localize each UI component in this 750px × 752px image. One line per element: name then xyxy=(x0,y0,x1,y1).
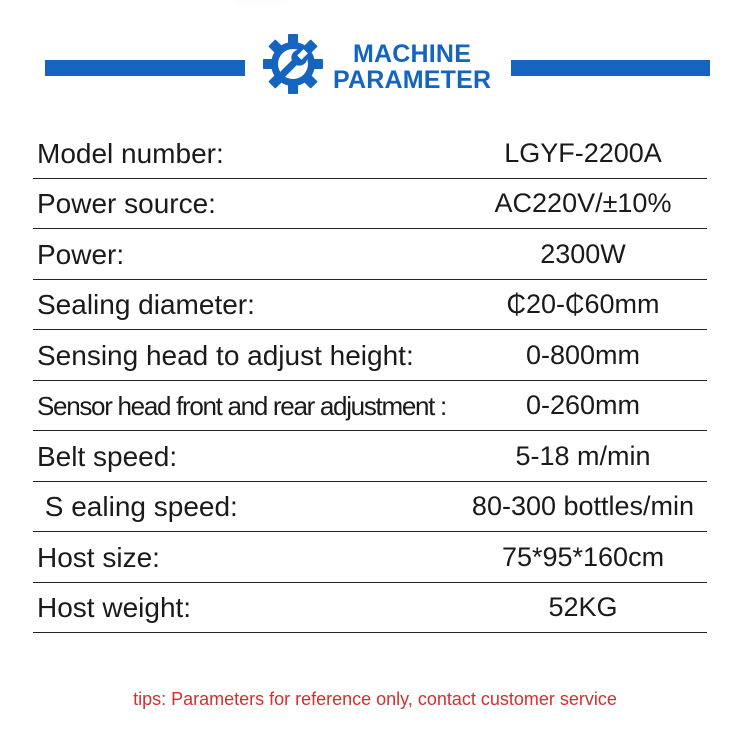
title-line-1: MACHINE xyxy=(353,40,472,68)
param-row-sensor-front-rear xyxy=(33,381,707,432)
param-label: Host size: xyxy=(37,541,160,573)
parameter-table xyxy=(33,128,707,633)
param-label: Model number: xyxy=(37,137,224,169)
param-label: Sensing head to adjust height: xyxy=(37,339,414,371)
param-row-host-size xyxy=(33,532,707,583)
param-value: 75*95*160cm xyxy=(501,541,665,572)
param-row-sensing-head-height xyxy=(33,330,707,381)
param-label: Sealing diameter: xyxy=(37,289,255,320)
param-value: AC220V/±10% xyxy=(494,188,672,218)
param-value: 80-300 bottles/min xyxy=(471,491,695,521)
param-label: Sensor head front and rear adjustment : xyxy=(37,391,446,421)
param-label: Power source: xyxy=(37,188,216,219)
param-row-sealing-diameter xyxy=(33,280,707,331)
param-row-belt-speed xyxy=(33,431,707,482)
param-label: Belt speed: xyxy=(37,440,178,472)
param-value: 0-260mm xyxy=(525,390,641,420)
param-value: 2300W xyxy=(540,238,626,269)
param-row-model xyxy=(33,128,707,179)
param-label: Power: xyxy=(37,238,125,270)
param-value: LGYF-2200A xyxy=(504,137,662,168)
decorative-arc xyxy=(205,0,315,10)
param-row-sealing-speed xyxy=(33,482,707,533)
param-row-host-weight xyxy=(33,583,707,634)
param-row-power-source xyxy=(33,179,707,230)
param-label: Host weight: xyxy=(37,592,192,623)
gear-wrench-icon xyxy=(262,33,324,95)
param-row-power xyxy=(33,229,707,280)
param-value: 0-800mm xyxy=(525,339,641,370)
page-title xyxy=(333,41,503,93)
header-bar-right xyxy=(511,60,710,76)
param-label: S ealing speed: xyxy=(37,491,238,522)
title-line-2: PARAMETER xyxy=(333,66,492,94)
param-value: 52KG xyxy=(548,592,618,622)
param-value: 5-18 m/min xyxy=(515,440,651,471)
header-bar-left xyxy=(45,60,245,76)
param-value: ₵20-₵60mm xyxy=(506,289,660,319)
footer-tips: tips: Parameters for reference only, contact customer service xyxy=(133,689,617,709)
